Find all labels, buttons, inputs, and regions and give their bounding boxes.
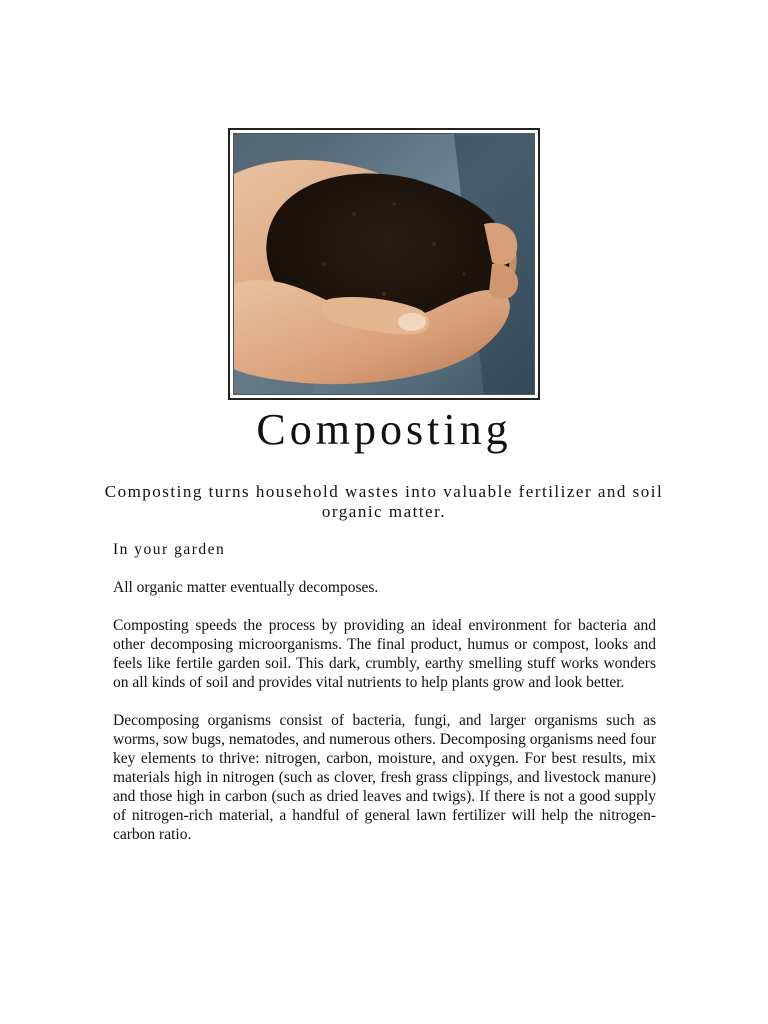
document-body (113, 540, 656, 863)
document-subtitle: Composting turns household wastes into valuable fertilizer and soil organic matter. (104, 482, 664, 521)
compost-illustration (234, 134, 534, 394)
hands-holding-compost-photo (233, 133, 535, 395)
paragraph-1: All organic matter eventually decomposes. (113, 579, 379, 596)
compost-photo-frame (228, 128, 540, 400)
paragraph-3: Decomposing organisms consist of bacteria, fungi, and larger organisms such as worms, sow bugs, nematodes, and numerous others. Decomposing organisms need four key elements to thrive: nitrogen, carbon, moisture, and oxygen. For best results, mix materials high in nitrogen (such as clover, fresh grass clippings, and livestock manure) and those high in carbon (such as dried leaves and twigs). If there is not a good supply of nitrogen-rich material, a handful of general lawn fertilizer will help the nitrogen-carbon ratio. (113, 712, 656, 843)
paragraph-2: Composting speeds the process by providing an ideal environment for bacteria and other decomposing microorganisms. The final product, humus or compost, looks and feels like fertile garden soil. This dark, crumbly, earthy smelling stuff works wonders on all kinds of soil and provides vital nutrients to help plants grow and look better. (113, 617, 656, 691)
page-title: Composting (256, 405, 512, 454)
section-heading: In your garden (113, 541, 226, 558)
